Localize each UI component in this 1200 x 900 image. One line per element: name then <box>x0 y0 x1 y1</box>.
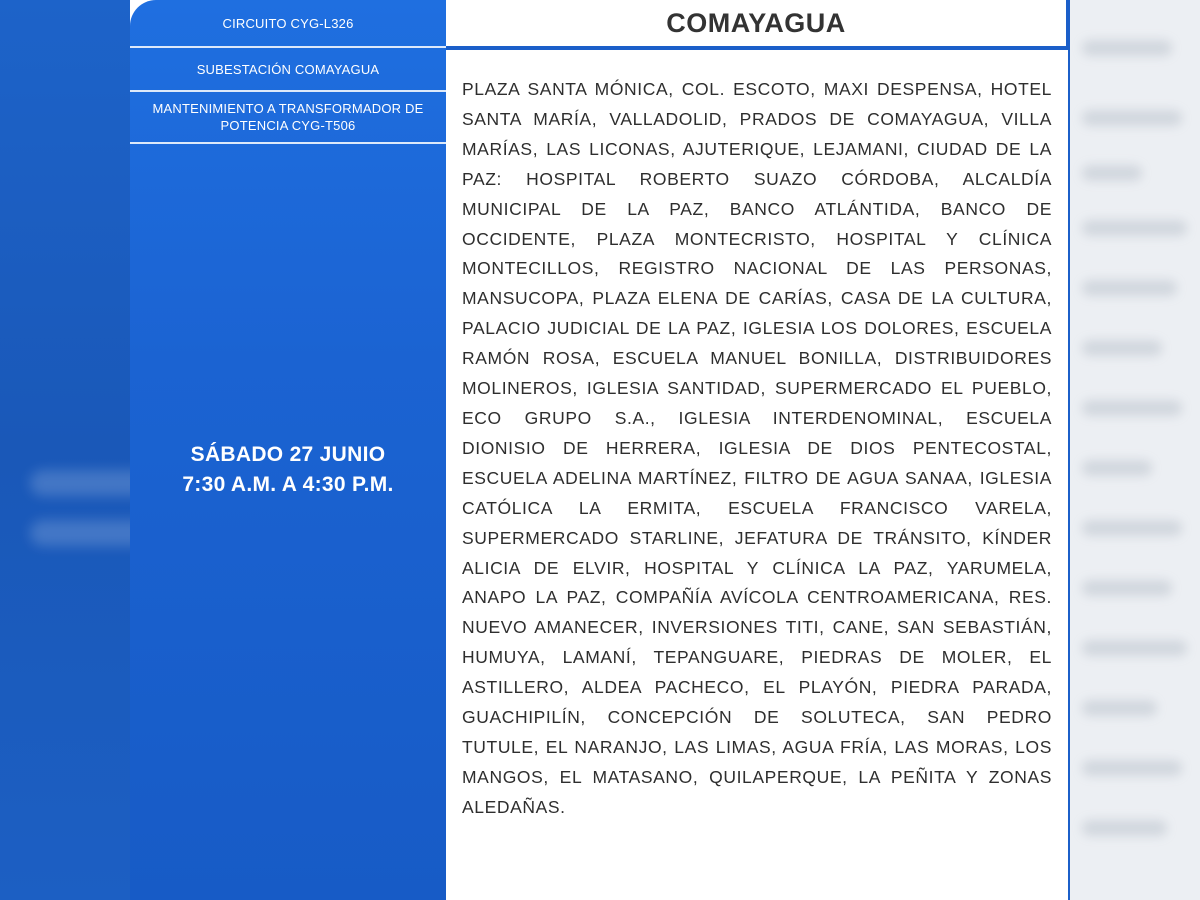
blurred-shape <box>1082 700 1157 716</box>
blurred-shape <box>1082 110 1182 126</box>
substation-label: SUBESTACIÓN COMAYAGUA <box>130 48 446 92</box>
title-bar <box>446 0 1068 48</box>
maintenance-label <box>130 92 446 144</box>
blurred-shape <box>1082 340 1162 356</box>
blurred-shape <box>1082 165 1142 181</box>
outage-notice-card <box>130 0 1070 900</box>
affected-areas-text: PLAZA SANTA MÓNICA, COL. ESCOTO, MAXI DESPENSA, HOTEL SANTA MARÍA, VALLADOLID, PRADOS DE COMAYAGUA, VILLA MARÍAS, LAS LICONAS, AJUTERIQUE, LEJAMANI, CIUDAD DE LA PAZ: HOSPITAL ROBERTO SUAZO CÓRDOBA, ALCALDÍA MUNICIPAL DE LA PAZ, BANCO ATLÁNTIDA, BANCO DE OCCIDENTE, PLAZA MONTECRISTO, HOSPITAL Y CLÍNICA MONTECILLOS, REGISTRO NACIONAL DE LAS PERSONAS, MANSUCOPA, PLAZA ELENA DE CARÍAS, CASA DE LA CULTURA, PALACIO JUDICIAL DE LA PAZ, IGLESIA LOS DOLORES, ESCUELA RAMÓN ROSA, ESCUELA MANUEL BONILLA, DISTRIBUIDORES MOLINEROS, IGLESIA SANTIDAD, SUPERMERCADO EL PUEBLO, ECO GRUPO S.A., IGLESIA INTERDENOMINAL, ESCUELA DIONISIO DE HERRERA, IGLESIA DE DIOS PENTECOSTAL, ESCUELA ADELINA MARTÍNEZ, FILTRO DE AGUA SANAA, IGLESIA CATÓLICA LA ERMITA, ESCUELA FRANCISCO VARELA, SUPERMERCADO STARLINE, JEFATURA DE TRÁNSITO, KÍNDER ALICIA DE ELVIR, HOSPITAL Y CLÍNICA LA PAZ, YARUMELA, ANAPO LA PAZ, COMPAÑÍA AVÍCOLA CENTROAMERICANA, RES. NUEVO AMANECER, INVERSIONES TITI, CANE, SAN SEBASTIÁN, HUMUYA, LAMANÍ, TEPANGUARE, PIEDRAS DE MOLER, EL ASTILLERO, ALDEA PACHECO, EL PLAYÓN, PIEDRA PARADA, GUACHIPILÍN, CONCEPCIÓN DE SOLUTECA, SAN PEDRO TUTULE, EL NARANJO, LAS LIMAS, AGUA FRÍA, LAS MORAS, LOS MANGOS, EL MATASANO, QUILAPERQUE, LA PEÑITA Y ZONAS ALEDAÑAS. <box>462 79 1052 817</box>
blurred-shape <box>1082 220 1187 236</box>
blurred-shape <box>1082 640 1187 656</box>
schedule-time: 7:30 A.M. A 4:30 P.M. <box>182 473 394 496</box>
page-title: COMAYAGUA <box>666 7 846 38</box>
blurred-background-right <box>1068 0 1200 900</box>
blurred-shape <box>1082 40 1172 56</box>
maintenance-text: MANTENIMIENTO A TRANSFORMADOR DE POTENCIA CYG-T506 <box>152 101 424 133</box>
schedule-date: SÁBADO 27 JUNIO <box>190 443 386 466</box>
circuit-label: CIRCUITO CYG-L326 <box>130 0 446 48</box>
title-divider <box>446 48 1070 50</box>
blurred-shape <box>30 470 132 496</box>
blurred-shape <box>1082 580 1172 596</box>
affected-areas-panel <box>446 0 1070 900</box>
blurred-shape <box>1082 400 1182 416</box>
schedule-panel <box>130 0 446 900</box>
blurred-shape <box>1082 760 1182 776</box>
blurred-shape <box>1082 520 1182 536</box>
blurred-shape <box>30 520 132 546</box>
blurred-background-left <box>0 0 132 900</box>
panel-border <box>1068 0 1070 900</box>
blurred-shape <box>1082 460 1152 476</box>
blurred-shape <box>1082 820 1167 836</box>
schedule-date-time <box>130 440 446 500</box>
blurred-shape <box>1082 280 1177 296</box>
